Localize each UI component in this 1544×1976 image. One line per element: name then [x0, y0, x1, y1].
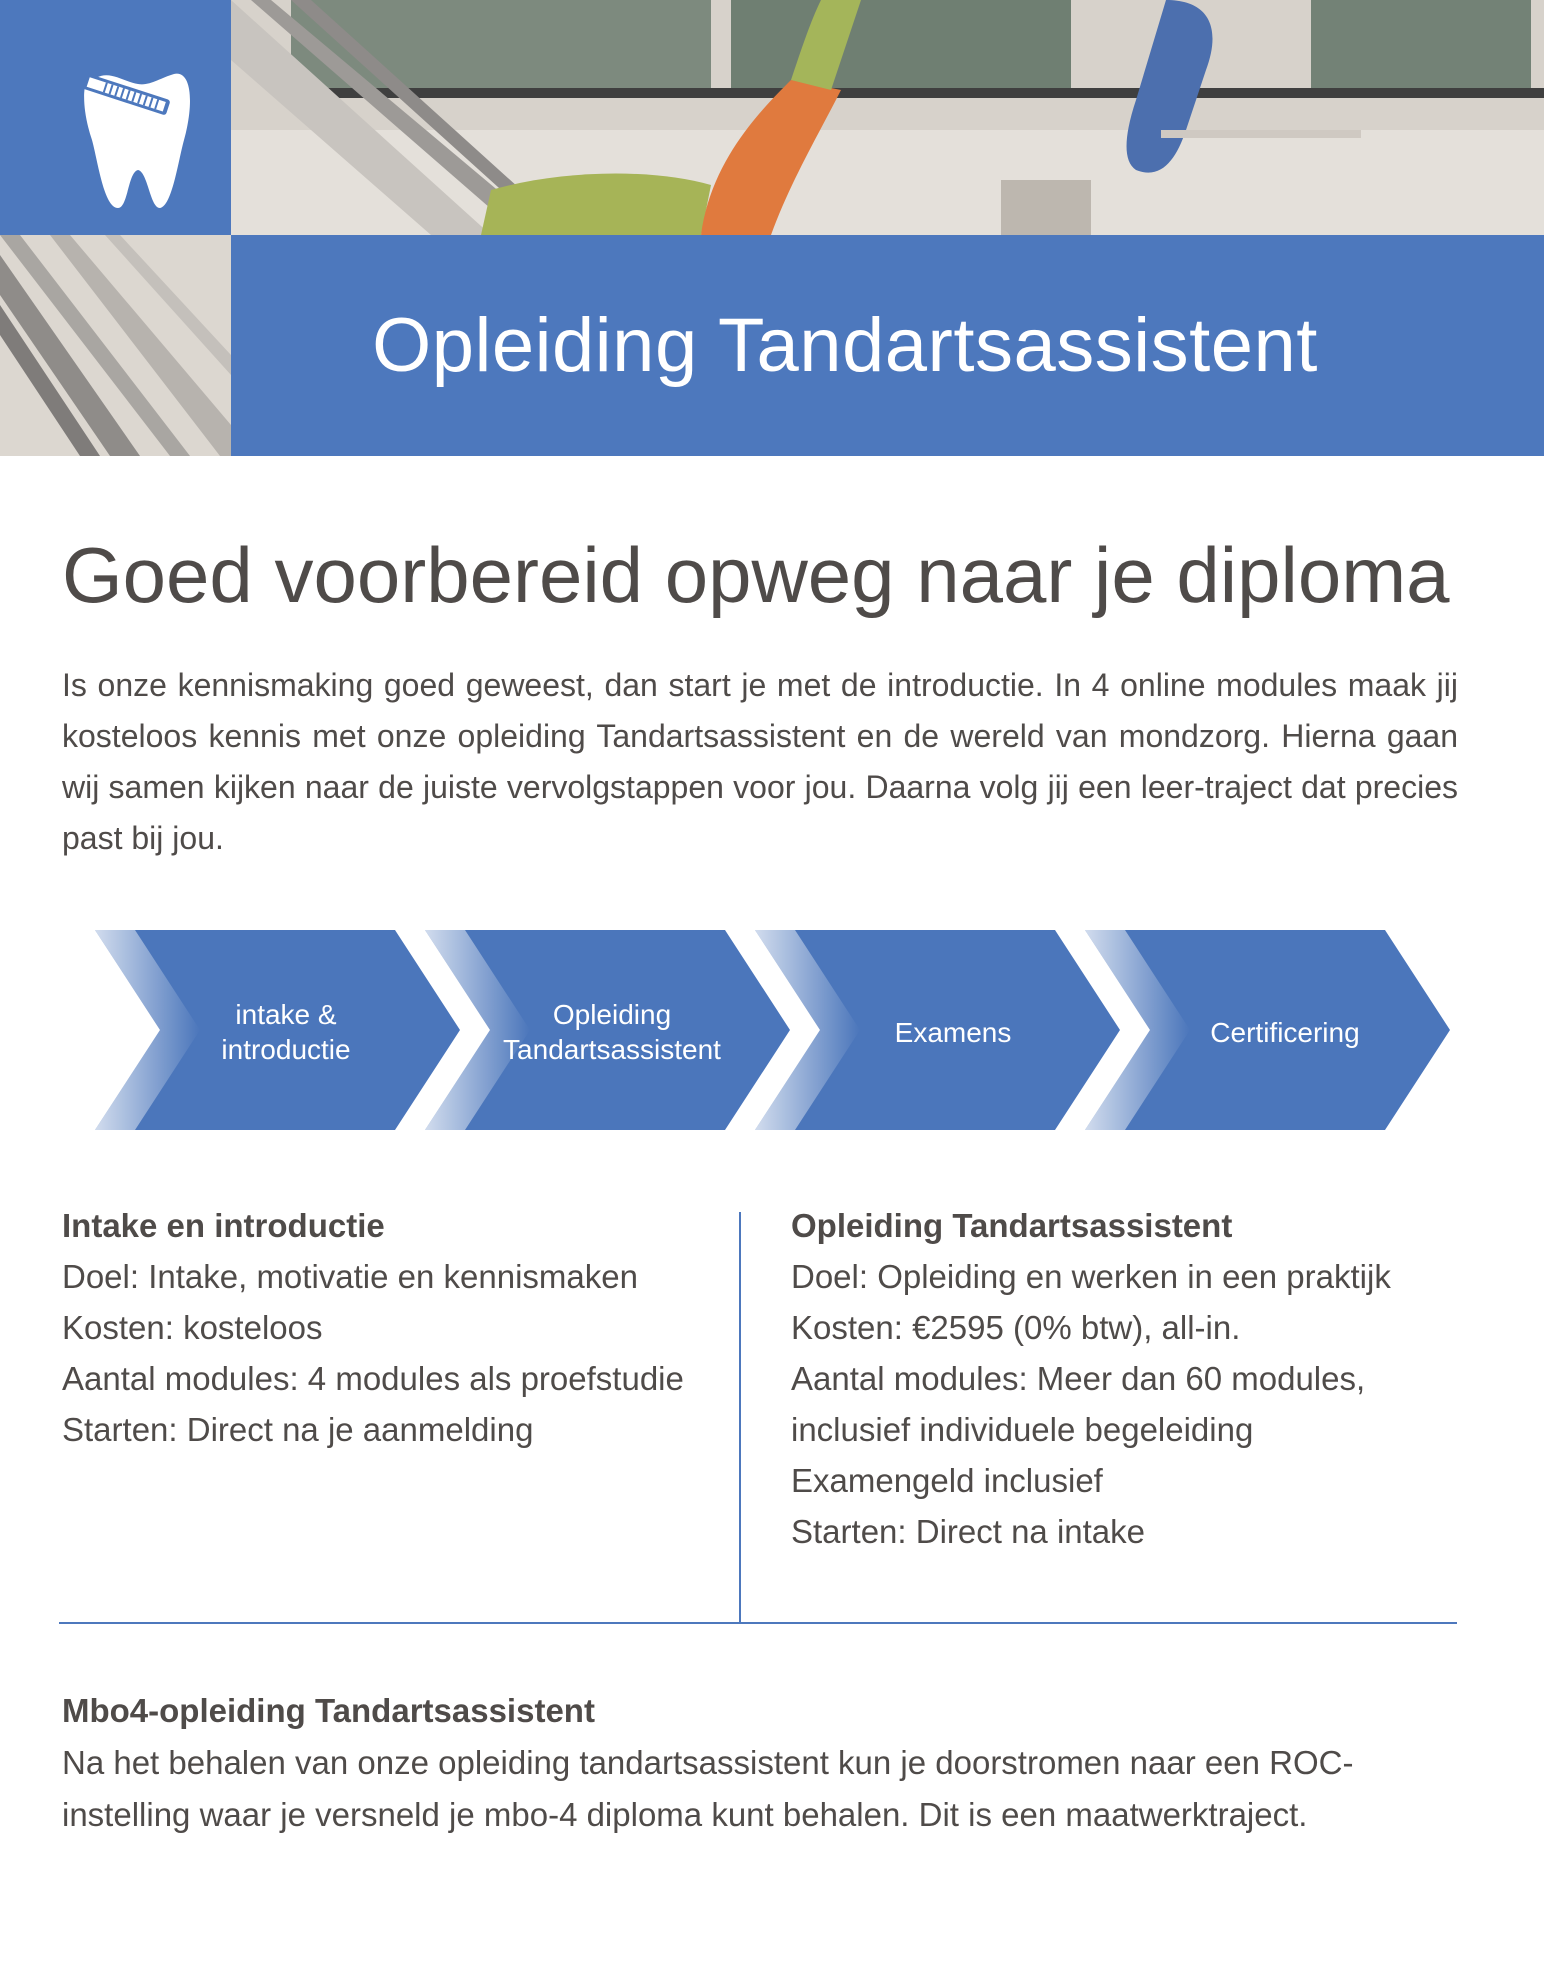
opleiding-exam: Examengeld inclusief — [791, 1462, 1103, 1499]
step-label-examens: Examens — [894, 1017, 1012, 1048]
column-divider — [739, 1212, 741, 1623]
intake-cost: Kosten: kosteloos — [62, 1309, 323, 1346]
intake-modules: Aantal modules: 4 modules als proefstudie — [62, 1360, 684, 1397]
intake-goal: Doel: Intake, motivatie en kennismaken — [62, 1258, 638, 1295]
mbo-text: Na het behalen van onze opleiding tandartsassistent kun je doorstromen naar een ROC-instelling waar je versneld je mbo-4 diploma kunt behalen. Dit is een maatwerktraject. — [62, 1744, 1354, 1833]
opleiding-cost: Kosten: €2595 (0% btw), all-in. — [791, 1309, 1241, 1346]
opleiding-title: Opleiding Tandartsassistent — [791, 1207, 1233, 1244]
intro-paragraph: Is onze kennismaking goed geweest, dan start je met de introductie. In 4 online modules maak jij kosteloos kennis met onze opleiding Tandartsassistent en de wereld van mondzorg. Hierna gaan wij samen kijken naar de juiste vervolgstappen voor jou. Daarna volg jij een leer-traject dat precies past bij jou. — [62, 667, 1458, 856]
intake-start: Starten: Direct na je aanmelding — [62, 1411, 534, 1448]
intake-info-block — [62, 1200, 722, 1455]
dental-instruments-photo — [0, 235, 231, 456]
mbo-section — [62, 1685, 1462, 1841]
mbo-title: Mbo4-opleiding Tandartsassistent — [62, 1692, 595, 1729]
dental-office-photo — [231, 0, 1544, 235]
process-steps — [55, 925, 1455, 1135]
opleiding-start: Starten: Direct na intake — [791, 1513, 1146, 1550]
page-title: Opleiding Tandartsassistent — [372, 303, 1318, 388]
step-label-opleiding: Opleiding Tandartsassistent — [503, 999, 721, 1065]
opleiding-info-block — [791, 1200, 1471, 1557]
intake-title: Intake en introductie — [62, 1207, 385, 1244]
section-divider — [59, 1622, 1457, 1624]
title-banner — [231, 235, 1544, 456]
opleiding-guidance: inclusief individuele begeleiding — [791, 1411, 1254, 1448]
section-heading: Goed voorbereid opweg naar je diploma — [62, 531, 1450, 619]
logo-block — [0, 0, 231, 235]
step-label-intake: intake & introductie — [221, 999, 351, 1065]
tooth-with-toothbrush-icon — [0, 0, 231, 235]
opleiding-modules: Aantal modules: Meer dan 60 modules, — [791, 1360, 1366, 1397]
opleiding-goal: Doel: Opleiding en werken in een praktijk — [791, 1258, 1391, 1295]
step-label-certificering: Certificering — [1210, 1017, 1360, 1048]
